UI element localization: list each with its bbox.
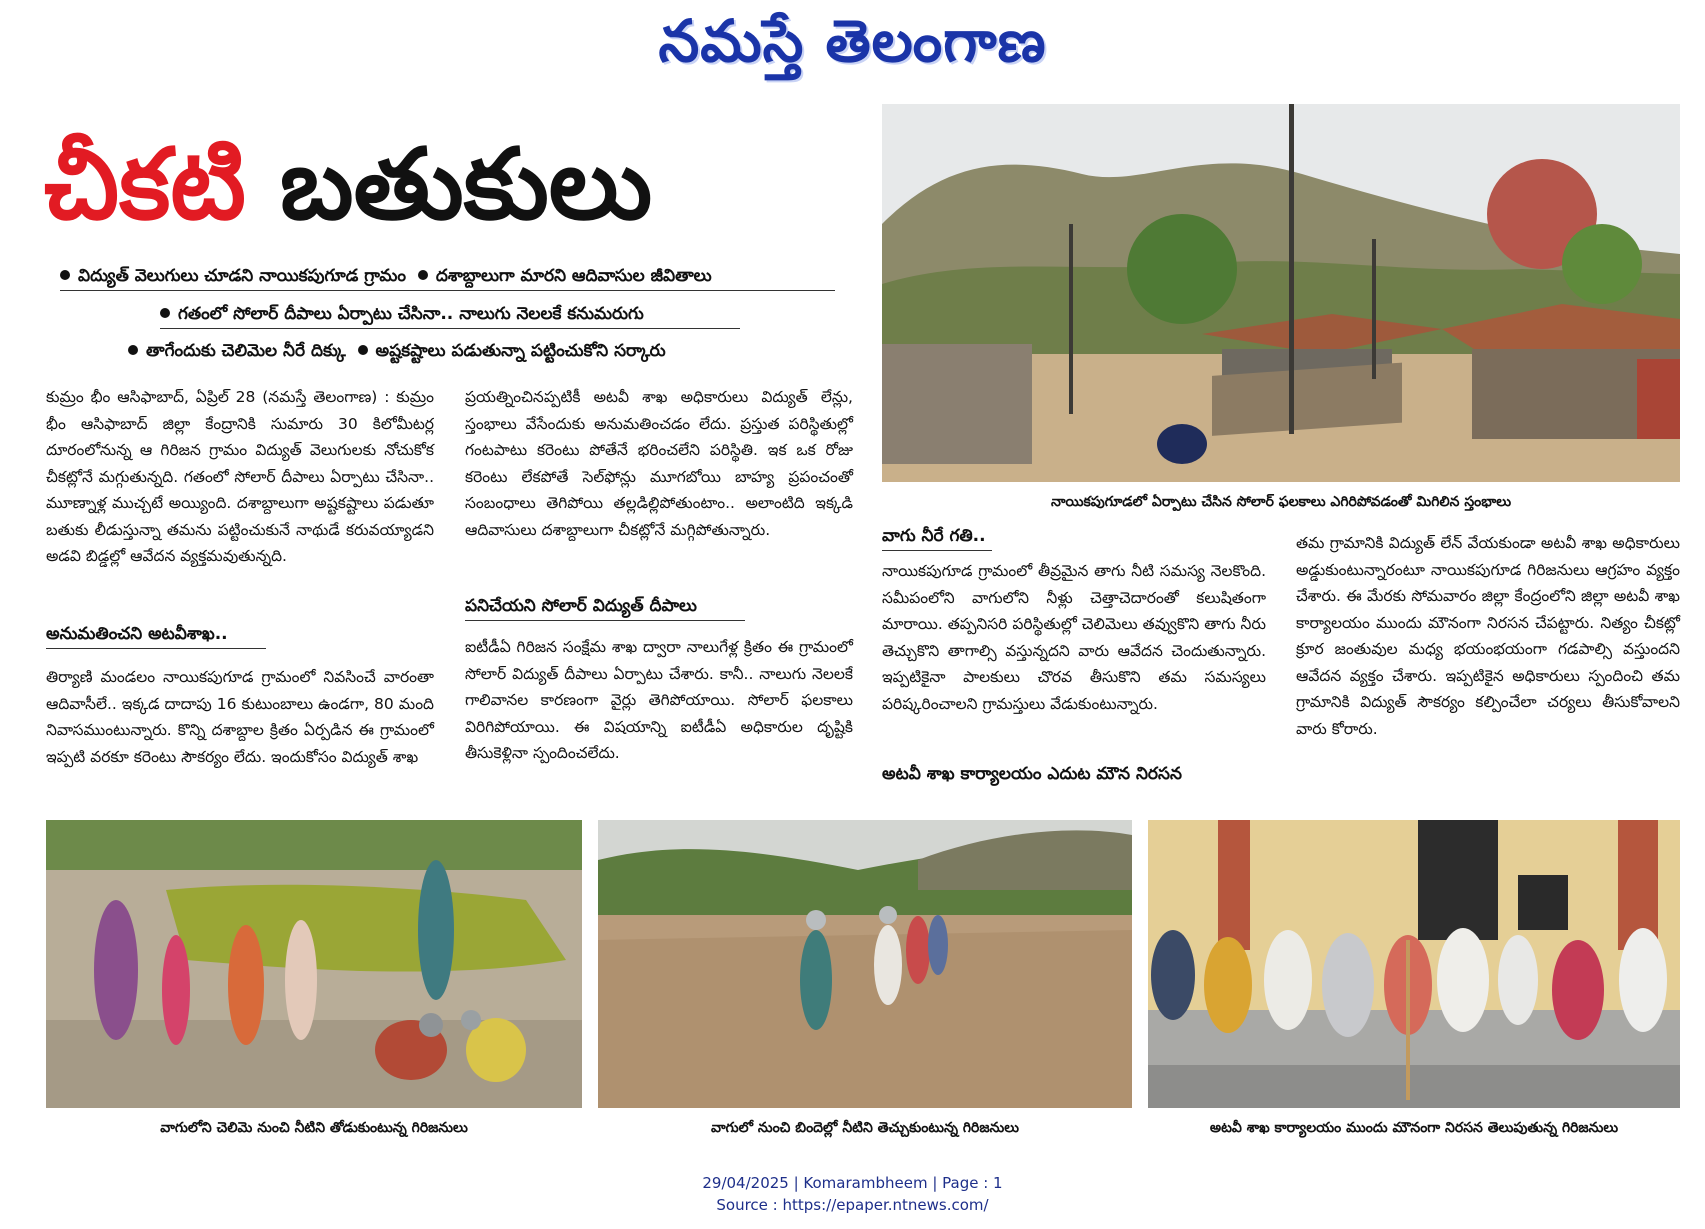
article-col-2-para-1: ప్రయత్నించినప్పటికీ అటవీ శాఖ అధికారులు విద్యుత్ లేన్లు, స్తంభాలు వేసేందుకు అనుమతించడం లేదు. ప్రస్తుత పరిస్థితుల్లో గంటపాటు కరెంటు పోతేనే భరించలేని పరిస్థితి. ఇక ఒక రోజు కరెంటు లేకపోతే సెల్‌ఫోన్లు మూగబోయి బాహ్య ప్రపంచంతో సంబంధాలు తెగిపోయి తల్లడిల్లిపోతుంటాం.. అలాంటిది ఇక్కడి ఆదివాసులు దశాబ్దాలుగా చీకట్లోనే మగ్గిపోతున్నారు. <box>465 388 853 539</box>
bullet-dot-icon <box>60 270 70 280</box>
article-col-4-para-1: తమ గ్రామానికి విద్యుత్ లేన్ వేయకుండా అటవీ శాఖ అధికారులు అడ్డుకుంటున్నారంటూ నాయికపుగూడ గిరిజనులు ఆగ్రహం వ్యక్తం చేశారు. ఈ మేరకు సోమవారం జిల్లా కేంద్రంలోని జిల్లా అటవీ శాఖ కార్యాలయం ముందు మౌనంగా నిరసన చేపట్టారు. నిత్యం చీకట్లో క్రూర జంతువుల మధ్య భయంభయంగా గడపాల్సి వస్తుందని ఆవేదన వ్యక్తం చేశారు. ఇప్పటికైన అధికారులు స్పందించి తమ గ్రామానికి విద్యుత్ సౌకర్యం కల్పించేలా చర్యలు తీసుకోవాలని వారు కోరారు. <box>1296 534 1680 738</box>
photo-carrying-pots <box>598 820 1132 1108</box>
photo-silent-protest <box>1148 820 1680 1108</box>
bullet-line-1 <box>60 262 835 291</box>
article-col-2-para-2: ఐటీడీఏ గిరిజన సంక్షేమ శాఖ ద్వారా నాలుగేళ్ల క్రితం ఈ గ్రామంలో సోలార్ విద్యుత్ దీపాలు ఏర్పాటు చేశారు. కానీ.. నాలుగు నెలలకే గాలివానల కారణంగా వైర్లు తెగిపోయాయి. సోలార్ ఫలకాలు విరిగిపోయాయి. ఈ విషయాన్ని ఐటీడీఏ అధికారుల దృష్టికి తీసుకెళ్లినా స్పందించలేదు. <box>465 638 853 762</box>
article-col-1-para-2: తిర్యాణి మండలం నాయికపుగూడ గ్రామంలో నివసించే వారంతా ఆదివాసీలే.. ఇక్కడ దాదాపు 16 కుటుంబాలు ఉండగా, 80 మంది నివాసముంటున్నారు. కొన్ని దశాబ్దాల క్రితం ఏర్పడిన ఈ గ్రామంలో ఇప్పటి వరకూ కరెంటు సౌకర్యం లేదు. ఇందుకోసం విద్యుత్ శాఖ <box>46 668 434 766</box>
bullet-text: అష్టకష్టాలు పడుతున్నా పట్టించుకోని సర్కారు <box>375 341 666 361</box>
footer-source: Source : https://epaper.ntnews.com/ <box>716 1196 989 1214</box>
caption-photo-1: వాగులోని చెలిమె నుంచి నీటిని తోడుకుంటున్న గిరిజనులు <box>160 1120 468 1136</box>
headline-black-word: బతుకులు <box>280 128 653 242</box>
photo-village-poles <box>882 104 1680 482</box>
bullet-text: గతంలో సోలార్ దీపాలు ఏర్పాటు చేసినా.. నాలుగు నెలలకే కనుమరుగు <box>178 304 644 324</box>
subhead-solar-lights: పనిచేయని సోలార్ విద్యుత్ దీపాలు <box>465 592 745 621</box>
bullet-text: తాగేందుకు చెలిమెల నీరే దిక్కు <box>146 341 346 361</box>
caption-top-photo: నాయికపుగూడలో ఏర్పాటు చేసిన సోలార్ ఫలకాలు ఎగిరిపోవడంతో మిగిలిన స్తంభాలు <box>1050 494 1512 510</box>
footer-date-page: 29/04/2025 | Komarambheem | Page : 1 <box>702 1174 1003 1192</box>
headline-red-word: చీకటి <box>44 128 246 242</box>
bullet-dot-icon <box>128 345 138 355</box>
caption-photo-2: వాగులో నుంచి బిందెల్లో నీటిని తెచ్చుకుంటున్న గిరిజనులు <box>710 1120 1020 1136</box>
photo-fetching-water <box>46 820 582 1108</box>
masthead-logo: నమస్తే తెలంగాణ <box>658 7 1047 75</box>
bullet-dot-icon <box>160 308 170 318</box>
subhead-forest-dept: అనుమతించని అటవీశాఖ.. <box>46 620 266 649</box>
subhead-stream-water: వాగు నీరే గతి.. <box>882 522 992 551</box>
subhead-silent-protest: అటవీ శాఖ కార్యాలయం ఎదుట మౌన నిరసన <box>882 764 1182 784</box>
bullet-line-2 <box>160 300 740 329</box>
bullet-line-3 <box>128 337 768 365</box>
bullet-dot-icon <box>358 345 368 355</box>
caption-photo-3: అటవీ శాఖ కార్యాలయం ముందు మౌనంగా నిరసన తెలుపుతున్న గిరిజనులు <box>1209 1120 1619 1136</box>
article-col-1-para-1: కుమ్రం భీం ఆసిఫాబాద్, ఏప్రిల్ 28 (నమస్తే తెలంగాణ) : కుమ్రం భీం ఆసిఫాబాద్ జిల్లా కేంద్రానికి సుమారు 30 కిలోమీటర్ల దూరంలోనున్న ఆ గిరిజన గ్రామం విద్యుత్ వెలుగులకు నోచుకోక చీకట్లోనే మగ్గుతున్నది. గతంలో సోలార్ దీపాలు ఏర్పాటు చేసినా.. మూణ్నాళ్ల ముచ్చటే అయ్యింది. దశాబ్దాలుగా అష్టకష్టాలు పడుతూ బతుకు లీడుస్తున్నా తమను పట్టించుకునే నాథుడే కరువయ్యాడని అడవి బిడ్డల్లో ఆవేదన వ్యక్తమవుతున్నది. <box>46 388 434 565</box>
bullet-text: దశాబ్దాలుగా మారని ఆదివాసుల జీవితాలు <box>435 266 712 286</box>
bullet-text: విద్యుత్ వెలుగులు చూడని నాయికపుగూడ గ్రామం <box>78 266 406 286</box>
article-col-3-para-1: నాయికపుగూడ గ్రామంలో తీవ్రమైన తాగు నీటి సమస్య నెలకొంది. సమీపంలోని వాగులోని నీళ్లు చెత్తాచెదారంతో కలుషితంగా మారాయి. తప్పనిసరి పరిస్థితుల్లో చెలిమెలు తవ్వుకొని తాగు నీరు తెచ్చుకొని తాగాల్సి వస్తున్నదని వారు ఆవేదన చెందుతున్నారు. ఇప్పటికైనా పాలకులు చొరవ తీసుకొని తమ సమస్యలు పరిష్కరించాలని గ్రామస్తులు వేడుకుంటున్నారు. <box>882 562 1266 713</box>
bullet-dot-icon <box>418 270 428 280</box>
headline <box>44 120 844 250</box>
